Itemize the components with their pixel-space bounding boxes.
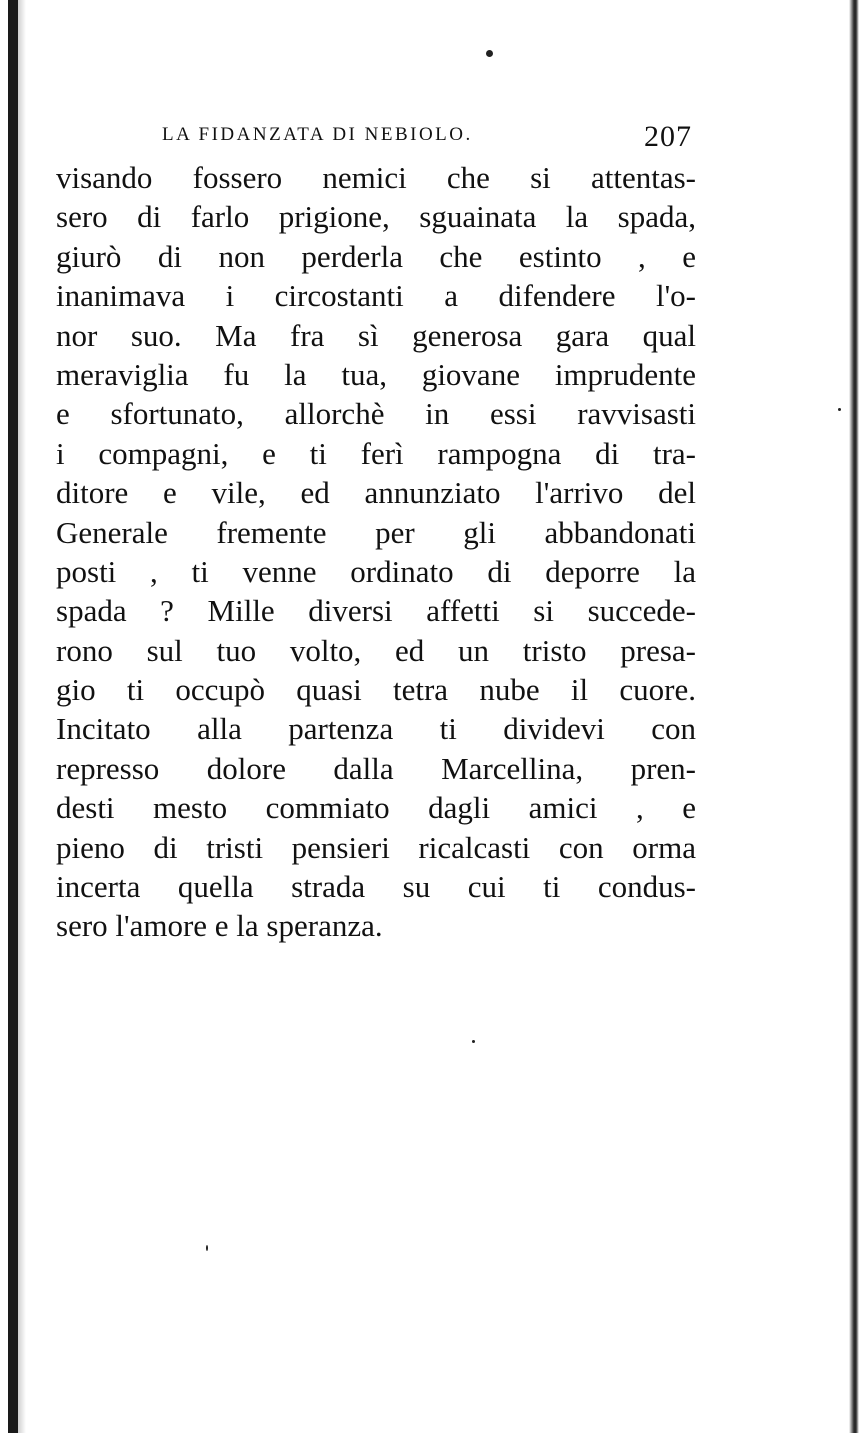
text-line: posti , ti venne ordinato di deporre la bbox=[56, 553, 696, 589]
text-line: meraviglia fu la tua, giovane imprudente bbox=[56, 356, 696, 392]
text-line: ditore e vile, ed annunziato l'arrivo del bbox=[56, 475, 696, 511]
text-line: incerta quella strada su cui ti condus- bbox=[56, 869, 696, 905]
page-number: 207 bbox=[644, 120, 692, 153]
page-edge-shadow bbox=[849, 0, 859, 1433]
text-line: i compagni, e ti ferì rampogna di tra- bbox=[56, 435, 696, 471]
ink-speck bbox=[838, 408, 841, 411]
body-text bbox=[56, 158, 696, 946]
text-line: rono sul tuo volto, ed un tristo presa- bbox=[56, 632, 696, 668]
text-line: sero di farlo prigione, sguainata la spada, bbox=[56, 199, 696, 235]
text-line: represso dolore dalla Marcellina, pren- bbox=[56, 750, 696, 786]
text-line: Generale fremente per gli abbandonati bbox=[56, 514, 696, 550]
text-line: sero l'amore e la speranza. bbox=[56, 908, 383, 944]
text-line: visando fossero nemici che si attentas- bbox=[56, 160, 696, 195]
ink-speck bbox=[472, 1040, 475, 1043]
text-line: nor suo. Ma fra sì generosa gara qual bbox=[56, 317, 696, 353]
text-line: e sfortunato, allorchè in essi ravvisasti bbox=[56, 396, 696, 432]
page-header bbox=[162, 120, 692, 160]
running-title: LA FIDANZATA DI NEBIOLO. bbox=[162, 124, 473, 145]
ink-speck bbox=[486, 50, 493, 57]
text-line: gio ti occupò quasi tetra nube il cuore. bbox=[56, 672, 696, 708]
text-line: pieno di tristi pensieri ricalcasti con orma bbox=[56, 829, 696, 865]
text-line: inanimava i circostanti a difendere l'o- bbox=[56, 278, 696, 314]
text-line: giurò di non perderla che estinto , e bbox=[56, 238, 696, 274]
page-gutter-shadow bbox=[0, 0, 26, 1433]
text-line: desti mesto commiato dagli amici , e bbox=[56, 790, 696, 826]
text-line: spada ? Mille diversi affetti si succede- bbox=[56, 593, 696, 629]
text-line: Incitato alla partenza ti dividevi con bbox=[56, 711, 696, 747]
ink-speck bbox=[206, 1245, 208, 1251]
